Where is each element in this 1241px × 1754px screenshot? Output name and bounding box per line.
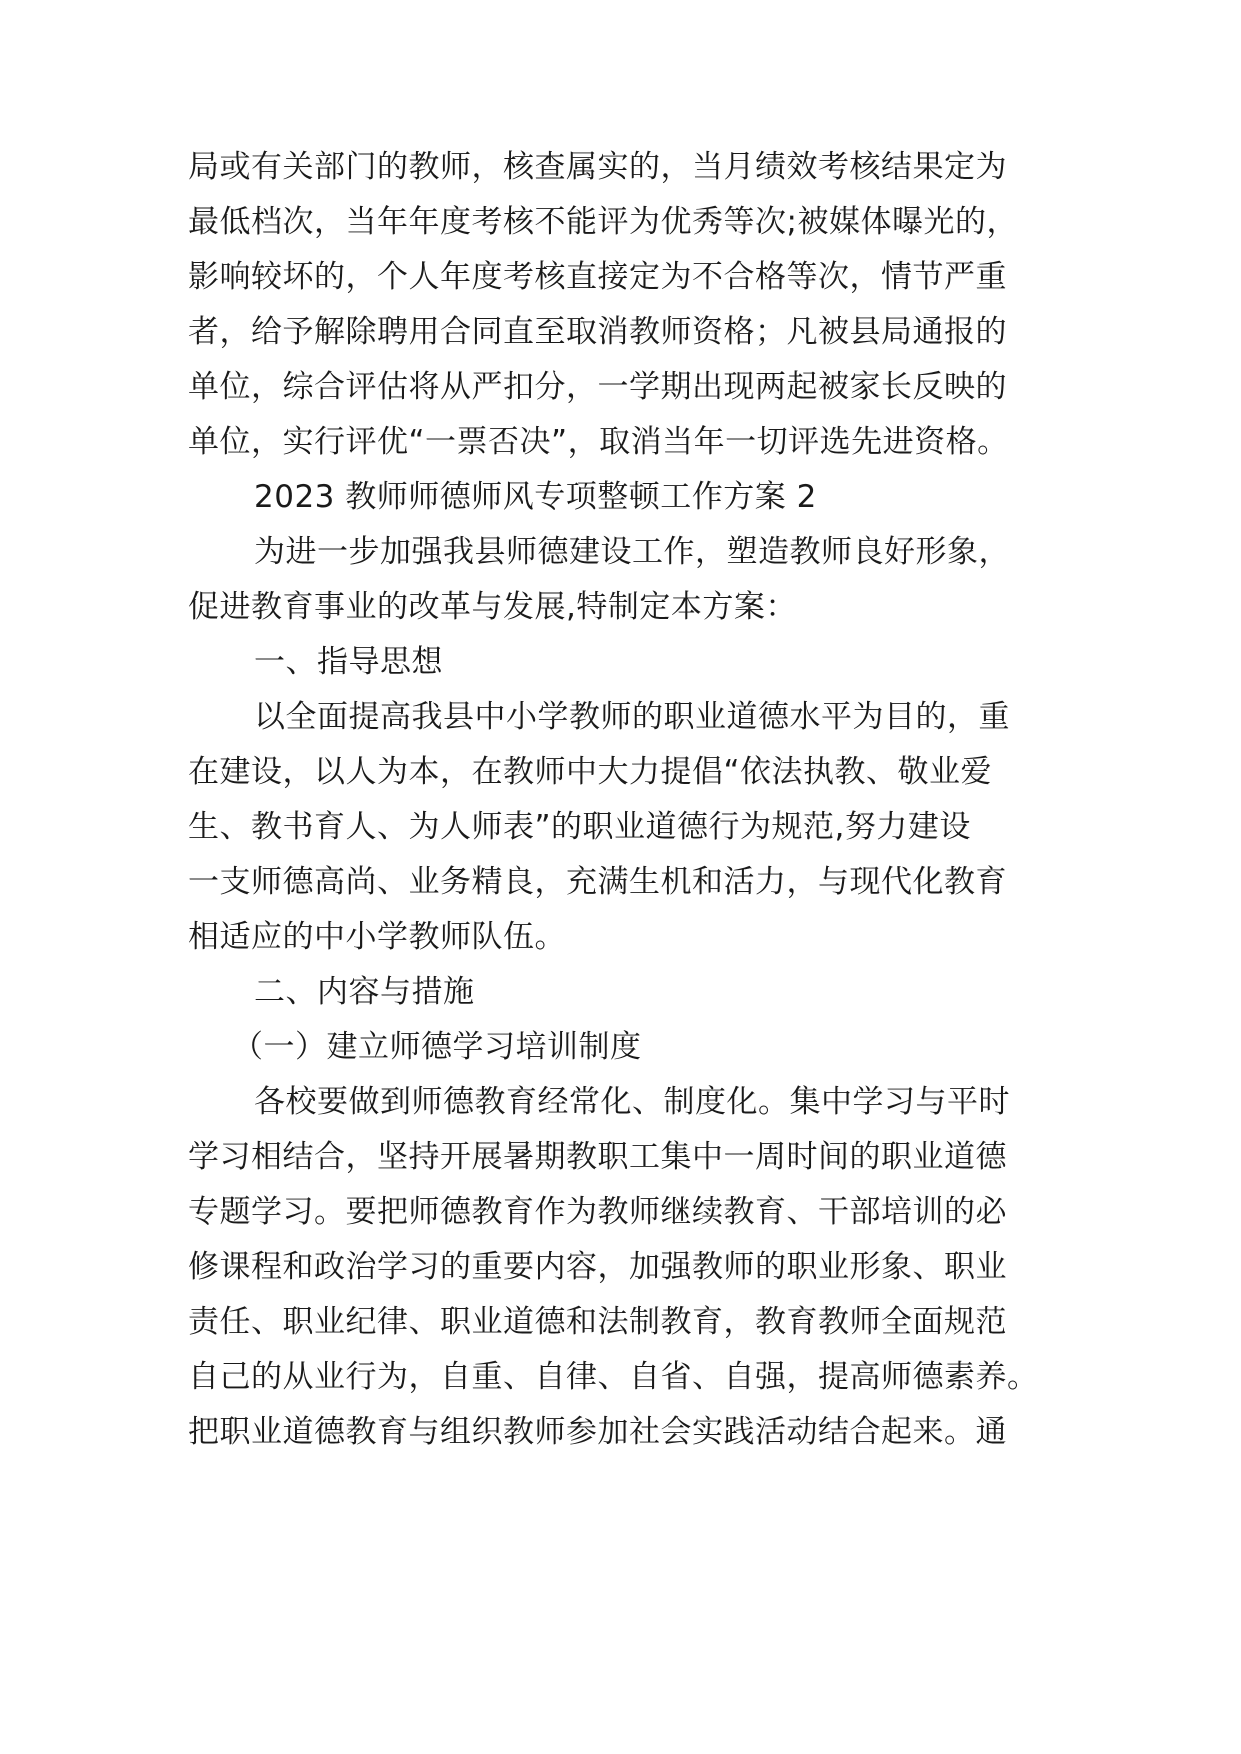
body-text-line: 影响较坏的，个人年度考核直接定为不合格等次，情节严重	[188, 259, 1007, 295]
body-text-line: 以全面提高我县中小学教师的职业道德水平为目的，重	[254, 699, 1010, 735]
body-text-line: 促进教育事业的改革与发展,特制定本方案：	[188, 589, 797, 625]
body-text-line: 各校要做到师德教育经常化、制度化。集中学习与平时	[254, 1084, 1010, 1120]
section-heading: 二、内容与措施	[254, 974, 475, 1010]
body-text-line: 把职业道德教育与组织教师参加社会实践活动结合起来。通	[188, 1414, 1007, 1450]
body-text-line: 在建设，以人为本，在教师中大力提倡“依法执教、敬业爱	[188, 754, 993, 790]
body-text-line: 者，给予解除聘用合同直至取消教师资格；凡被县局通报的	[188, 314, 1007, 350]
body-text-line: 单位，实行评优“一票否决”，取消当年一切评选先进资格。	[188, 424, 1009, 460]
body-text-line: 局或有关部门的教师，核查属实的，当月绩效考核结果定为	[188, 149, 1007, 185]
body-text-line: 最低档次，当年年度考核不能评为优秀等次;被媒体曝光的，	[188, 204, 1018, 240]
body-text-line: 专题学习。要把师德教育作为教师继续教育、干部培训的必	[188, 1194, 1007, 1230]
body-text-line: 学习相结合，坚持开展暑期教职工集中一周时间的职业道德	[188, 1139, 1007, 1175]
body-text-line: 相适应的中小学教师队伍。	[188, 919, 566, 955]
body-text-line: 责任、职业纪律、职业道德和法制教育，教育教师全面规范	[188, 1304, 1007, 1340]
body-text-line: 生、教书育人、为人师表”的职业道德行为规范,努力建设	[188, 809, 971, 845]
subsection-heading: （一）建立师德学习培训制度	[232, 1029, 642, 1065]
body-text-line: 一支师德高尚、业务精良，充满生机和活力，与现代化教育	[188, 864, 1007, 900]
body-text-line: 自己的从业行为，自重、自律、自省、自强，提高师德素养。	[188, 1359, 1039, 1395]
body-text-line: 修课程和政治学习的重要内容，加强教师的职业形象、职业	[188, 1249, 1007, 1285]
body-text-line: 单位，综合评估将从严扣分，一学期出现两起被家长反映的	[188, 369, 1007, 405]
body-text-line: 为进一步加强我县师德建设工作，塑造教师良好形象，	[254, 534, 1010, 570]
document-title: 2023 教师师德师风专项整顿工作方案 2	[254, 479, 817, 515]
section-heading: 一、指导思想	[254, 644, 443, 680]
